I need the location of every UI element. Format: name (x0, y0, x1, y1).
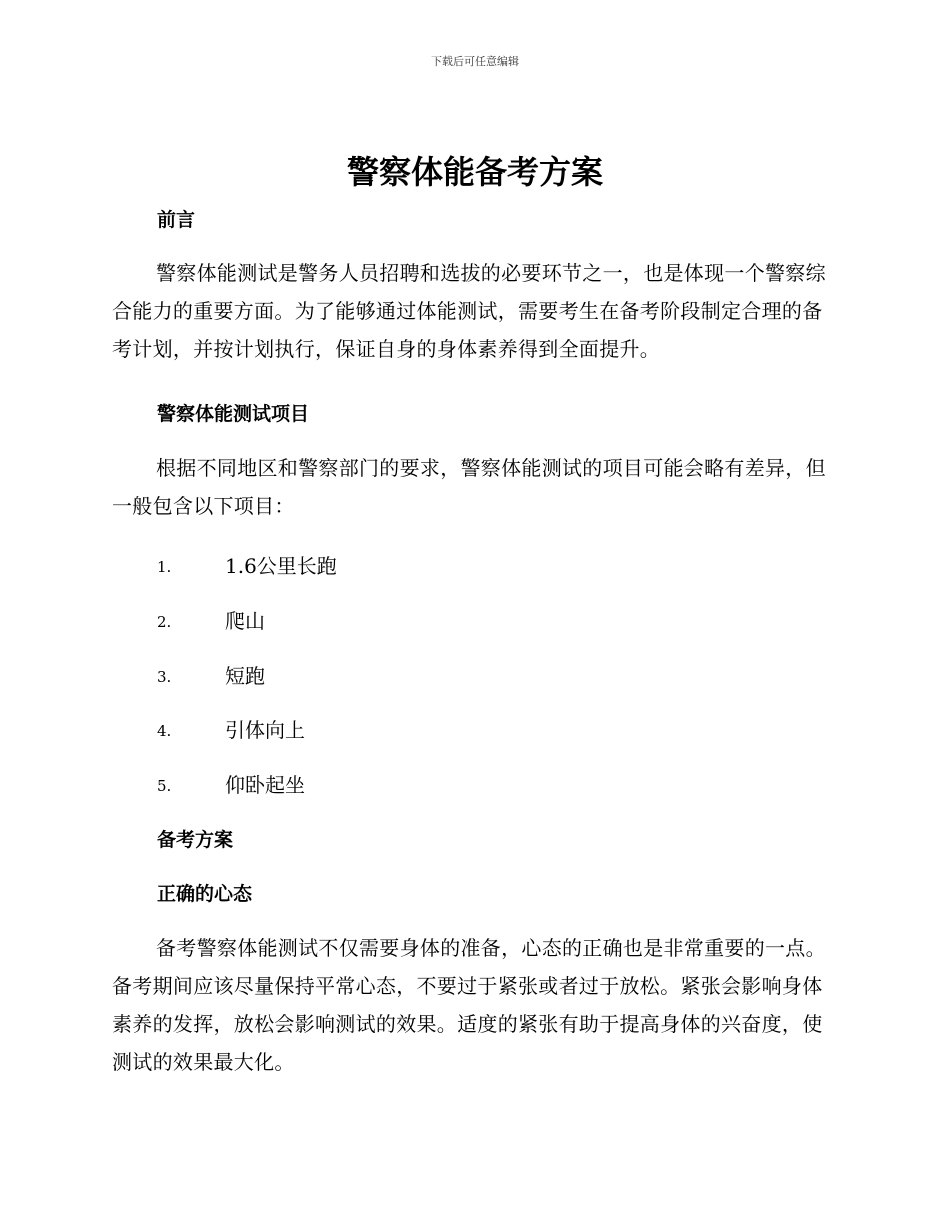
list-item (157, 715, 557, 745)
list-item-text: 仰卧起坐 (225, 773, 305, 797)
list-item-text: 短跑 (225, 664, 265, 688)
list-item-number: 5. (157, 777, 172, 795)
page-header-note: 下载后可任意编辑 (431, 55, 519, 68)
mindset-paragraph: 备考警察体能测试不仅需要身体的准备，心态的正确也是非常重要的一点。备考期间应该尽量保持平常心态，不要过于紧张或者过于放松。紧张会影响身体素养的发挥，放松会影响测试的效果。适度的紧张有助于提高身体的兴奋度，使测试的效果最大化。 (112, 936, 826, 1074)
heading-intro: 前言 (157, 209, 196, 231)
list-item-number: 4. (157, 722, 172, 740)
document-title: 警察体能备考方案 (346, 153, 603, 191)
heading-test-items: 警察体能测试项目 (157, 403, 310, 425)
list-item-number: 1. (157, 558, 172, 576)
list-item (157, 770, 557, 800)
list-item (157, 551, 557, 581)
list-item-text: 1.6公里长跑 (225, 554, 337, 578)
heading-mindset: 正确的心态 (157, 883, 253, 905)
list-item (157, 661, 557, 691)
list-item (157, 606, 557, 636)
list-item-text: 引体向上 (225, 718, 305, 742)
list-item-text: 爬山 (225, 609, 265, 633)
list-item-number: 3. (157, 668, 172, 686)
heading-prep-plan: 备考方案 (157, 829, 234, 851)
list-item-number: 2. (157, 613, 172, 631)
intro-paragraph: 警察体能测试是警务人员招聘和选拔的必要环节之一，也是体现一个警察综合能力的重要方面。为了能够通过体能测试，需要考生在备考阶段制定合理的备考计划，并按计划执行，保证自身的身体素养得到全面提升。 (112, 261, 826, 361)
test-items-paragraph: 根据不同地区和警察部门的要求，警察体能测试的项目可能会略有差异，但一般包含以下项目： (112, 456, 826, 518)
